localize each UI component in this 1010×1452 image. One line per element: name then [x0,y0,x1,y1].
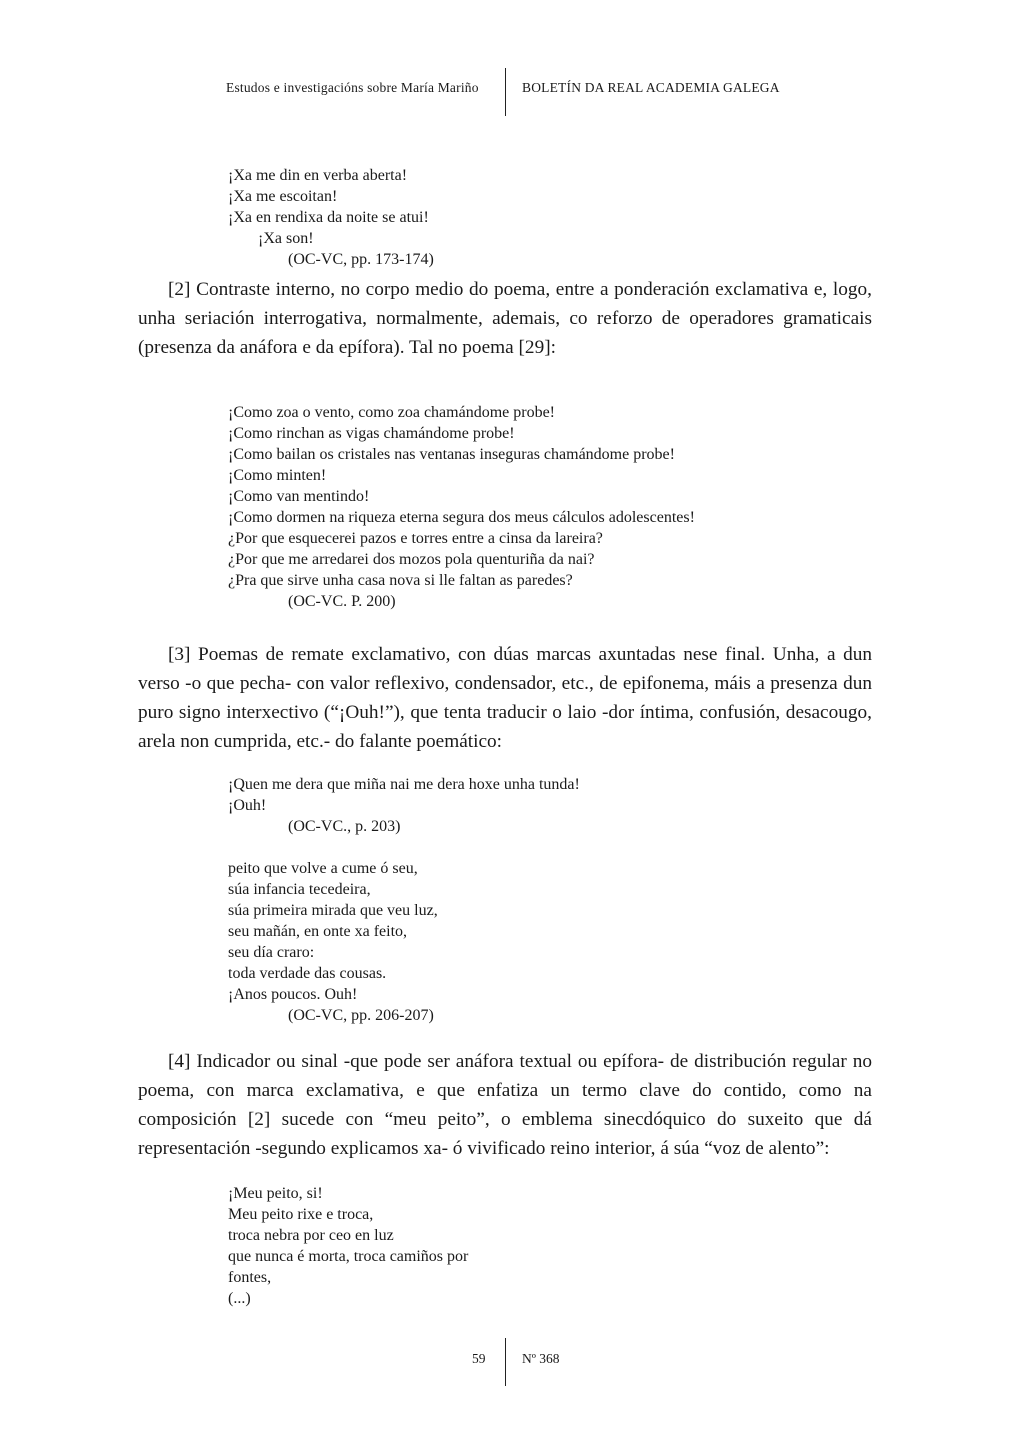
verse: seu día craro: [228,944,315,961]
verse: ¡Como bailan os cristales nas ventanas inseguras chamándome probe! [228,446,675,463]
citation: (OC-VC. P. 200) [288,593,396,610]
verse: Meu peito rixe e troca, [228,1206,374,1223]
verse: ¡Xa son! [258,230,314,247]
footer-divider [505,1338,506,1386]
verse: ¿Pra que sirve unha casa nova si lle faltan as paredes? [228,572,573,589]
verse: troca nebra por ceo en luz [228,1227,394,1244]
verse: súa primeira mirada que veu luz, [228,902,438,919]
poem-quote-1 [228,165,434,270]
verse: súa infancia tecedeira, [228,881,371,898]
verse: ¡Como rinchan as vigas chamándome probe! [228,425,515,442]
verse: ¡Como zoa o vento, como zoa chamándome probe! [228,404,555,421]
verse: ¡Como dormen na riqueza eterna segura dos meus cálculos adolescentes! [228,509,695,526]
paragraph-3: [3] Poemas de remate exclamativo, con dúas marcas axuntadas nese final. Unha, a dun verso -o que pecha- con valor reflexivo, condensador, etc., de epifonema, máis a presenza dun puro signo interxectivo (“¡Ouh!”), que tenta traducir o laio -dor íntima, confusión, desacougo, arela non cumprida, etc.- do falante poemático: [138,644,872,752]
paragraph-4: [4] Indicador ou sinal -que pode ser anáfora textual ou epífora- de distribución regular no poema, con marca exclamativa, e que enfatiza un termo clave do contido, como na composición [2] sucede con “meu peito”, o emblema sinecdóquico do suxeito que dá representación -segundo explicamos xa- ó vivificado reino interior, á súa “voz de alento”: [138,1051,872,1159]
verse: que nunca é morta, troca camiños por [228,1248,469,1265]
page-number: 59 [472,1351,486,1366]
verse: ¡Como van mentindo! [228,488,370,505]
running-header-right: BOLETÍN DA REAL ACADEMIA GALEGA [522,80,780,95]
running-header-left: Estudos e investigacións sobre María Mariño [226,80,479,95]
verse: peito que volve a cume ó seu, [228,860,418,877]
verse: fontes, [228,1269,272,1286]
poem-quote-3 [228,774,580,1026]
verse: toda verdade das cousas. [228,965,387,982]
citation: (OC-VC, pp. 206-207) [288,1007,434,1024]
poem-quote-4 [228,1183,468,1309]
verse: seu mañán, en onte xa feito, [228,923,408,940]
verse: (...) [228,1290,251,1307]
verse: ¡Meu peito, si! [228,1185,323,1202]
paragraph-2: [2] Contraste interno, no corpo medio do poema, entre a ponderación exclamativa e, logo, unha seriación interrogativa, normalmente, ademais, co reforzo de operadores gramaticais (presenza da anáfora e da epífora). Tal no poema [29]: [138,279,872,358]
verse: ¡Ouh! [228,797,267,814]
header-divider [505,68,506,116]
verse: ¡Anos poucos. Ouh! [228,986,358,1003]
verse: ¡Xa me din en verba aberta! [228,167,408,184]
verse: ¡Como minten! [228,467,327,484]
citation: (OC-VC, pp. 173-174) [288,251,434,268]
issue-number: Nº 368 [522,1351,560,1366]
verse: ¡Xa en rendixa da noite se atui! [228,209,429,226]
verse: ¡Xa me escoitan! [228,188,338,205]
verse: ¡Quen me dera que miña nai me dera hoxe unha tunda! [228,776,580,793]
verse: ¿Por que esquecerei pazos e torres entre a cinsa da lareira? [228,530,603,547]
verse: ¿Por que me arredarei dos mozos pola quenturiña da nai? [228,551,595,568]
poem-quote-2 [228,402,695,612]
citation: (OC-VC., p. 203) [288,818,401,835]
